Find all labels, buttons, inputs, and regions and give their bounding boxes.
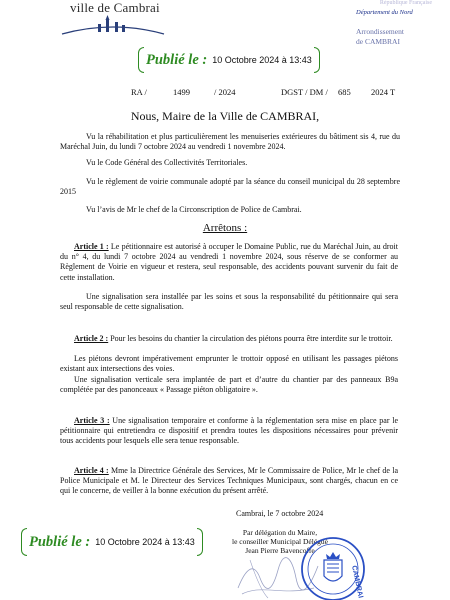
article-1-text: Le pétitionnaire est autorisé à occuper le Domaine Public, rue du Maréchal Juin, au droit du n° 4, du lundi 7 octobre 2024 au vendredi 1 novembre 2024, sous réserve de se conformer au Règlement de Voirie en vigueur et restera, seul responsable, des accidents pouvant survenir du fait de cette installation. (60, 242, 399, 282)
vu-paragraph-3: Vu le règlement de voirie communale adopté par la séance du conseil municipal du 28 septembre 2015 (60, 177, 400, 197)
publication-stamp-top (146, 47, 312, 73)
article-2-pedestrians: Les piétons devront impérativement emprunter le trottoir opposé en utilisant les passages piétons existant aux intersections des voies. (60, 354, 398, 374)
publication-stamp-bottom (29, 528, 195, 556)
vu-paragraph-2: Vu le Code Général des Collectivités Territoriales. (86, 158, 248, 167)
city-seal-icon (300, 536, 366, 600)
article-1-signage: Une signalisation sera installée par les soins et sous la responsabilité du pétitionnaire qui sera seul responsable de cette signalisation. (60, 292, 398, 312)
document-heading: Nous, Maire de la Ville de CAMBRAI, (130, 109, 320, 123)
ref-year: / 2024 (214, 87, 236, 97)
skyline-icon (58, 14, 168, 36)
article-3-text: Une signalisation temporaire et conforme à la réglementation sera mise en place par le pétitionnaire qui entretiendra ce dispositif et prendra toutes les dispositions nécessaires pour prévenir tous accidents pour lesquels elle sera tenue responsable. (60, 416, 398, 446)
signature-delegation: Par délégation du Maire, (242, 528, 318, 537)
place-date: Cambrai, le 7 octobre 2024 (236, 509, 324, 518)
reference-line (0, 87, 450, 99)
article-4-label: Article 4 : (74, 466, 109, 475)
arrondissement-label: Arrondissement de CAMBRAI (356, 27, 404, 46)
republique-label: République Française (379, 0, 432, 6)
article-3 (60, 416, 398, 447)
ref-service-number: 685 (338, 87, 351, 97)
departement-label: Département du Nord (356, 9, 413, 16)
vu-paragraph-1: Vu la réhabilitation et plus particulièrement les menuiseries extérieures du bâtiment sis 4, rue du Maréchal Juin, du lundi 7 octobre 2024 au vendredi 1 novembre 2024. (60, 132, 400, 152)
ref-ra: RA / (131, 87, 147, 97)
signature-role: le conseiller Municipal Délégué (231, 537, 328, 546)
logo-text: ville de Cambrai (70, 0, 160, 15)
article-4 (60, 466, 398, 497)
signature-name: Jean Pierre Bavencoffe (245, 546, 315, 555)
ref-suffix: 2024 T (371, 87, 396, 97)
article-2 (60, 334, 398, 344)
seal-text: CAMBRAI (350, 564, 364, 599)
article-2-label: Article 2 : (74, 334, 109, 343)
arretons-heading: Arrêtons : (202, 222, 248, 234)
article-2-text: Pour les besoins du chantier la circulation des piétons pourra être interdite sur le trottoir. (108, 334, 393, 343)
city-logo (58, 0, 168, 36)
vu-paragraph-4: Vu l’avis de Mr le chef de la Circonscription de Police de Cambrai. (86, 205, 302, 214)
article-2-signage: Une signalisation verticale sera implantée de part et d’autre du chantier par des panneaux B9a complétée par des panonceaux « Passage piéton obligatoire ». (60, 375, 398, 395)
stamp-label-bottom: Publié le : (29, 533, 91, 550)
article-1-label: Article 1 : (74, 242, 109, 251)
stamp-label: Publié le : (146, 51, 208, 68)
stamp-date: 10 Octobre 2024 à 13:43 (212, 55, 312, 65)
stamp-date-bottom: 10 Octobre 2024 à 13:43 (95, 537, 195, 547)
article-3-label: Article 3 : (74, 416, 110, 425)
ref-number: 1499 (173, 87, 190, 97)
article-1 (60, 242, 398, 283)
article-4-text: Mme la Directrice Générale des Services, Mr le Commissaire de Police, Mr le chef de la Police Municipale et M. le Directeur des Services Techniques Municipaux, sont chargés, chacun en ce qui le concerne, de veiller à la bonne exécution du présent arrêté. (60, 466, 399, 496)
ref-service: DGST / DM / (281, 87, 328, 97)
